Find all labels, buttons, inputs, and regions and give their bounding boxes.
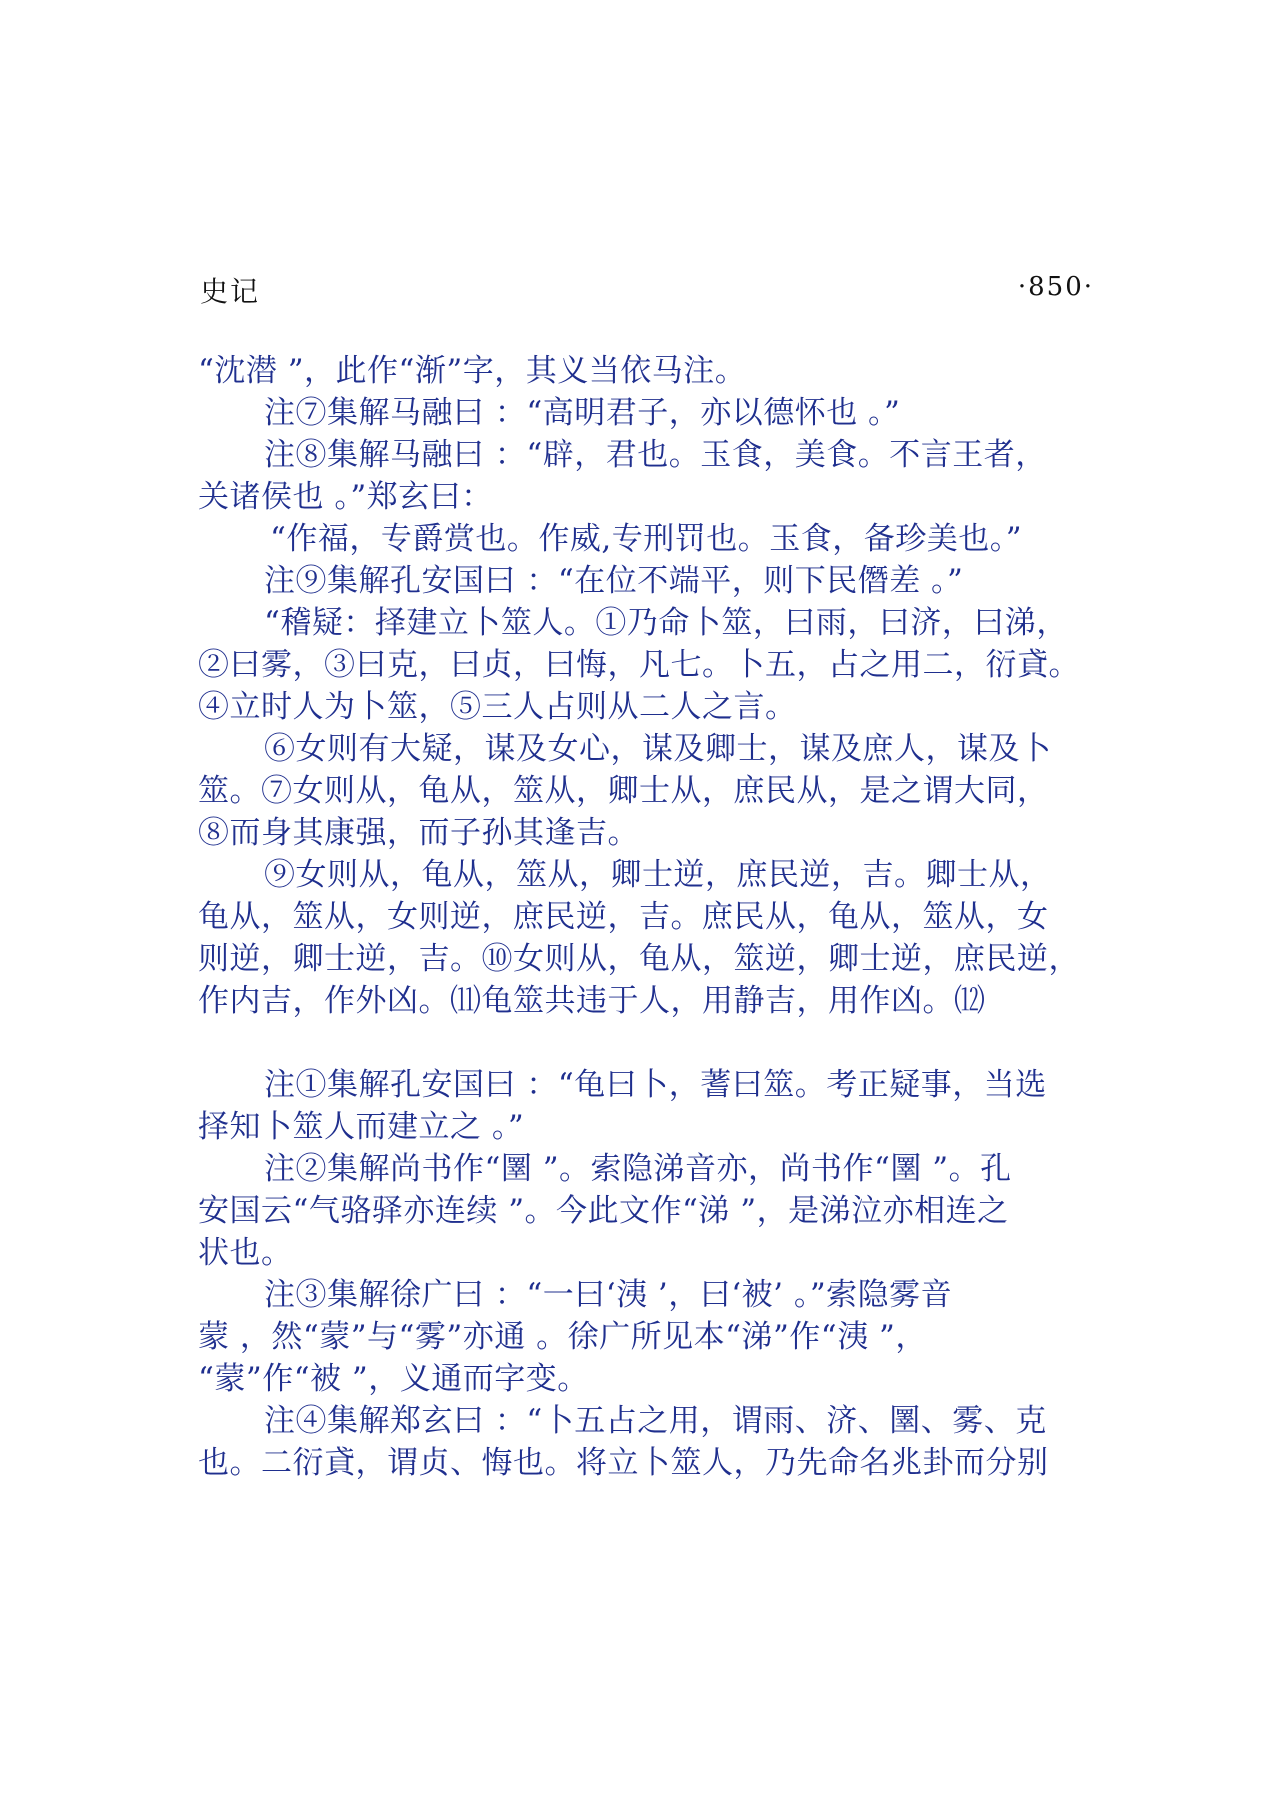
text-line: 状也。 (198, 1235, 293, 1271)
text-line: “作福，专爵赏也。作威,专刑罚也。玉食，备珍美也。” (270, 521, 1023, 557)
text-line: 作内吉，作外凶。⑾龟筮共违于人，用静吉，用作凶。⑿ (198, 983, 986, 1019)
paragraph-gap (198, 1022, 1098, 1064)
text-line: “蒙”作“被 ”，义通而字变。 (198, 1361, 589, 1397)
text-line: 择知卜筮人而建立之 。” (198, 1109, 525, 1145)
text-line: ⑥女则有大疑，谋及女心，谋及卿士，谋及庶人，谋及卜 (264, 731, 1052, 767)
text-line: “沈潜 ”，此作“渐”字，其义当依马注。 (198, 353, 747, 389)
page-number: ·850· (1017, 272, 1094, 302)
text-line: ⑧而身其康强，而子孙其逢吉。 (198, 815, 639, 851)
text-line: 注④集解郑玄曰 ：“卜五占之用，谓雨、济、圛、雾、克 (264, 1403, 1047, 1439)
text-line: ⑨女则从，龟从，筮从，卿士逆，庶民逆，吉。卿士从， (264, 857, 1052, 893)
body-text (198, 350, 1098, 1484)
text-line: 注⑦集解马融曰 ：“高明君子，亦以德怀也 。” (264, 395, 901, 431)
text-line: 关诸侯也 。”郑玄曰： (198, 479, 493, 515)
text-line: 则逆，卿士逆，吉。⑩女则从，龟从，筮逆，卿士逆，庶民逆， (198, 941, 1080, 977)
text-line: ②曰雾，③曰克，曰贞，曰悔，凡七。卜五，占之用二，衍貣。 (198, 647, 1080, 683)
text-line: 也。二衍貣，谓贞、悔也。将立卜筮人，乃先命名兆卦而分别 (198, 1445, 1049, 1481)
text-line: 注③集解徐广曰 ：“一曰‘洟 ’，曰‘被’ 。”索隐雾音 (264, 1277, 953, 1313)
text-line: 注②集解尚书作“圛 ”。索隐涕音亦，尚书作“圛 ”。孔 (264, 1151, 1012, 1187)
text-line: 筮。⑦女则从，龟从，筮从，卿士从，庶民从，是之谓大同， (198, 773, 1049, 809)
text-line: “稽疑：择建立卜筮人。①乃命卜筮，曰雨，曰济，曰涕， (264, 605, 1068, 641)
text-line: 安国云“气骆驿亦连续 ”。今此文作“涕 ”，是涕泣亦相连之 (198, 1193, 1009, 1229)
text-line: 注①集解孔安国曰 ：“龟曰卜，蓍曰筮。考正疑事，当选 (264, 1067, 1047, 1103)
text-line: 蒙 ，然“蒙”与“雾”亦通 。徐广所见本“涕”作“洟 ”， (198, 1319, 927, 1355)
text-line: ④立时人为卜筮，⑤三人占则从二人之言。 (198, 689, 797, 725)
text-line: 龟从，筮从，女则逆，庶民逆，吉。庶民从，龟从，筮从，女 (198, 899, 1049, 935)
running-head-title: 史记 (200, 275, 261, 308)
text-line: 注⑨集解孔安国曰 ：“在位不端平，则下民僭差 。” (264, 563, 964, 599)
text-line: 注⑧集解马融曰 ：“辟，君也。玉食，美食。不言王者， (264, 437, 1047, 473)
